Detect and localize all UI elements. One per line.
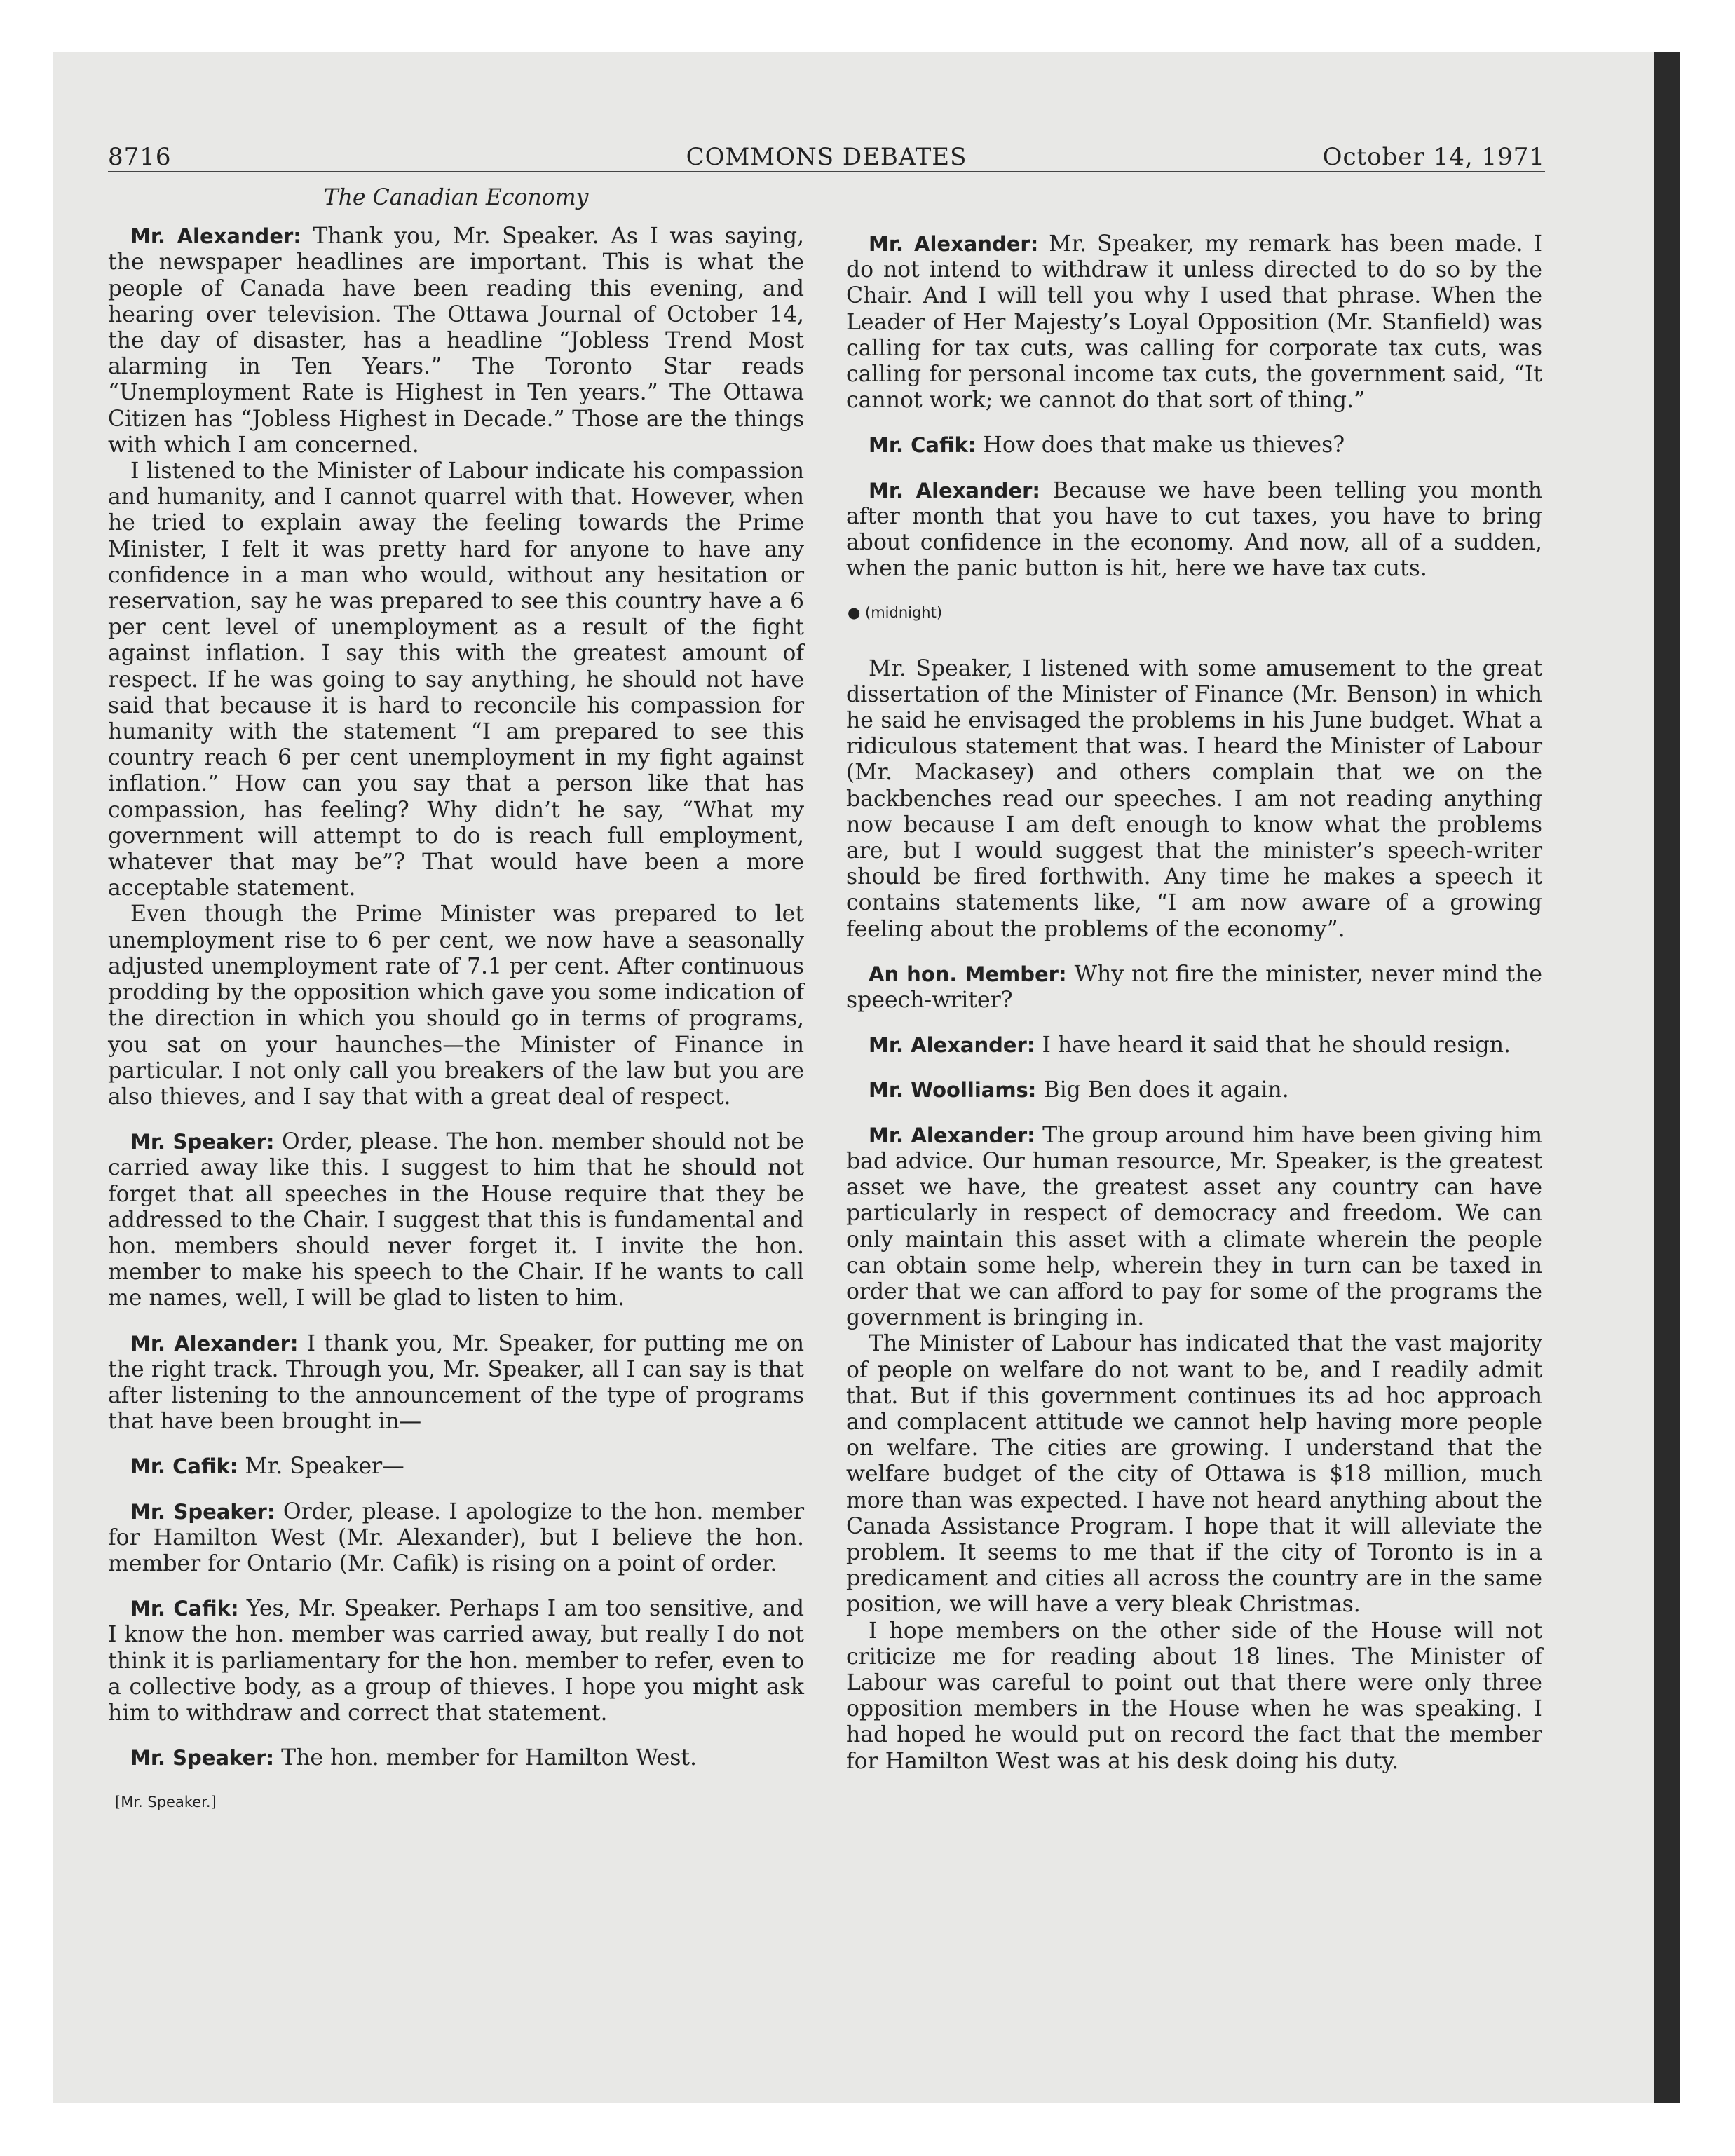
speaker-name: Mr. Alexander: <box>869 478 1040 503</box>
paragraph <box>846 231 1542 414</box>
speaker-name: Mr. Alexander: <box>130 224 301 249</box>
paragraph: Mr. Speaker, I listened with some amusement to the great dissertation of the Minister of Finance (Mr. Benson) in which he said he envisaged the problems in his June budget. What a ridiculous statement that was. I heard the Minister of Labour (Mr. Mackasey) and others complain that we on the backbenches read our speeches. I am not reading anything now because I am deft enough to know what the problems are, but I would suggest that the minister’s speech-writer should be fired forthwith. Any time he makes a speech it contains statements like, “I am now aware of a growing feeling about the problems of the economy”. <box>846 655 1542 942</box>
speech-text: The hon. member for Hamilton West. <box>281 1745 698 1771</box>
paragraph: I hope members on the other side of the House will not criticize me for reading about 18 lines. The Minister of Labour was careful to point out that there were only three opposition members in the House when he was speaking. I had hoped he would put on record the fact that the member for Hamilton West was at his desk doing his duty. <box>846 1618 1542 1774</box>
speech-text: Big Ben does it again. <box>1043 1077 1289 1103</box>
paragraph <box>108 1499 804 1578</box>
speaker-name: Mr. Speaker: <box>130 1746 275 1770</box>
paragraph <box>108 1129 804 1311</box>
scan-edge-bar <box>1654 52 1680 2103</box>
paragraph <box>846 1032 1542 1058</box>
speech-text: Mr. Speaker— <box>245 1454 404 1480</box>
speech-text: Yes, Mr. Speaker. Perhaps I am too sensitive, and I know the hon. member was carried away, but really I do not think it is parliamentary for the hon. member to refer, even to a collective body, as a group of thieves. I hope you might ask him to withdraw and correct that statement. <box>108 1596 805 1726</box>
speech-text: Order, please. I apologize to the hon. member for Hamilton West (Mr. Alexander), but I believe the hon. member for Ontario (Mr. Cafik) is rising on a point of order. <box>108 1499 805 1576</box>
speaker-name: Mr. Alexander: <box>130 1331 299 1356</box>
paragraph <box>108 1331 804 1435</box>
speaker-name: An hon. Member: <box>869 962 1067 986</box>
speaker-name: Mr. Cafik: <box>130 1597 239 1621</box>
paragraph <box>846 962 1542 1014</box>
paragraph <box>846 432 1542 458</box>
speech-text: I thank you, Mr. Speaker, for putting me on the right track. Through you, Mr. Speaker, all I can say is that after listening to the announcement of the type of programs that have been brought in— <box>108 1330 804 1435</box>
speaker-name: Mr. Cafik: <box>869 433 977 458</box>
right-column <box>846 231 1542 1775</box>
speaker-name: Mr. Speaker: <box>130 1130 275 1154</box>
paragraph <box>108 224 804 458</box>
speech-text: I have heard it said that he should resign. <box>1042 1032 1511 1058</box>
speaker-name: Mr. Woolliams: <box>869 1078 1037 1103</box>
speech-text: How does that make us thieves? <box>983 432 1345 458</box>
speech-text: Why not fire the minister, never mind the speech-writer? <box>846 961 1542 1014</box>
left-column <box>108 185 804 1816</box>
speaker-name: Mr. Alexander: <box>869 232 1039 256</box>
speaker-name: Mr. Cafik: <box>130 1454 238 1479</box>
publication-title: COMMONS DEBATES <box>686 143 967 171</box>
page-header <box>108 143 1545 172</box>
page-number: 8716 <box>108 143 172 171</box>
time-marker: ● (midnight) <box>848 604 943 622</box>
paragraph: I listened to the Minister of Labour indicate his compassion and humanity, and I cannot quarrel with that. However, when he tried to explain away the feeling towards the Prime Minister, I felt it was pretty hard for anyone to have any confidence in a man who would, without any hesitation or reservation, say he was prepared to see this country have a 6 per cent level of unemployment as a result of the fight against inflation. I say this with the greatest amount of respect. If he was going to say anything, he should not have said that because it is hard to reconcile his compassion for humanity with the statement “I am prepared to see this country reach 6 per cent unemployment in my fight against inflation.” How can you say that a person like that has compassion, has feeling? Why didn’t he say, “What my government will attempt to do is reach full employment, whatever that may be”? That would have been a more acceptable statement. <box>108 458 804 901</box>
page-date: October 14, 1971 <box>1322 143 1545 171</box>
speech-text: Order, please. The hon. member should not be carried away like this. I suggest to him that he should not forget that all speeches in the House require that they be addressed to the Chair. I suggest that this is fundamental and hon. members should never forget it. I invite the hon. member to make his speech to the Chair. If he wants to call me names, well, I will be glad to listen to him. <box>108 1129 804 1311</box>
speech-text: The group around him have been giving him bad advice. Our human resource, Mr. Speaker, is the greatest asset we have, the greatest asset any country can have particularly in respect of democracy and freedom. We can only maintain this asset with a climate wherein the people can obtain some help, wherein they in turn can be taxed in order that we can afford to pay for some of the programs the government is bringing in. <box>846 1122 1542 1331</box>
paragraph <box>108 1596 804 1726</box>
speech-text: Thank you, Mr. Speaker. As I was saying, the newspaper headlines are important. This is what the people of Canada have been reading this evening, and hearing over television. The Ottawa Journal of October 14, the day of disaster, has a headline “Jobless Trend Most alarming in Ten Years.” The Toronto Star reads “Unemployment Rate is Highest in Ten years.” The Ottawa Citizen has “Jobless Highest in Decade.” Those are the things with which I am concerned. <box>108 224 804 458</box>
paragraph <box>108 1454 804 1480</box>
speaker-name: Mr. Alexander: <box>869 1123 1035 1147</box>
speech-text: Because we have been telling you month after month that you have to cut taxes, you have to bring about confidence in the economy. And now, all of a sudden, when the panic button is hit, here we have tax cuts. <box>846 477 1542 582</box>
speaker-note: [Mr. Speaker.] <box>115 1794 217 1811</box>
paragraph <box>846 1123 1542 1332</box>
speech-text: Mr. Speaker, my remark has been made. I do not intend to withdraw it unless directed to do so by the Chair. And I will tell you why I used that phrase. When the Leader of Her Majesty’s Loyal Opposition (Mr. Stanfield) was calling for tax cuts, was calling for corporate tax cuts, was calling for personal income tax cuts, the government said, “It cannot work; we cannot do that sort of thing.” <box>846 231 1543 414</box>
paragraph <box>846 1077 1542 1103</box>
paragraph <box>846 478 1542 582</box>
speaker-name: Mr. Alexander: <box>869 1033 1035 1058</box>
paragraph: The Minister of Labour has indicated that the vast majority of people on welfare do not want to be, and I readily admit that. But if this government continues its ad hoc approach and complacent attitude we cannot help having more people on welfare. The cities are growing. I understand that the welfare budget of the city of Ottawa is $18 million, much more than was expected. I have not heard anything about the Canada Assistance Program. I hope that it will alleviate the problem. It seems to me that if the city of Toronto is in a predicament and cities all across the country are in the same position, we will have a very bleak Christmas. <box>846 1331 1542 1618</box>
paragraph: Even though the Prime Minister was prepared to let unemployment rise to 6 per cent, we now have a seasonally adjusted unemployment rate of 7.1 per cent. After continuous prodding by the opposition which gave you some indication of the direction in which you should go in terms of programs, you sat on your haunches—the Minister of Finance in particular. I not only call you breakers of the law but you are also thieves, and I say that with a great deal of respect. <box>108 901 804 1110</box>
section-subhead: The Canadian Economy <box>323 185 589 210</box>
speaker-name: Mr. Speaker: <box>130 1499 275 1524</box>
paragraph <box>108 1745 804 1771</box>
